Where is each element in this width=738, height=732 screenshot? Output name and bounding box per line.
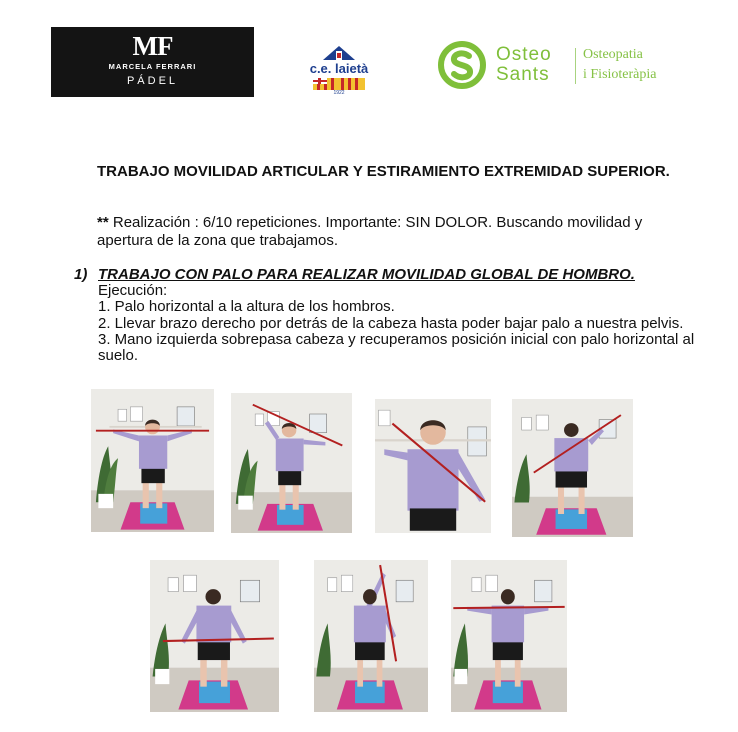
document-title: TRABAJO MOVILIDAD ARTICULAR Y ESTIRAMIENTO EXTREMIDAD SUPERIOR. [97,163,670,180]
ce-laieta-name: c.e. laietà [309,61,369,76]
logo-divider [575,48,576,84]
exercise-photo-3 [375,399,491,533]
steps-label: Ejecución: [98,282,168,299]
intro-paragraph [97,214,697,250]
intro-text: Realización : 6/10 repeticiones. Importante: SIN DOLOR. Buscando movilidad y apertura de la zona que trabajamos. [97,214,643,249]
step-item: 1. Palo horizontal a la altura de los hombros. [98,298,395,316]
exercise-photo-7 [451,560,567,712]
ce-laieta-logo [293,44,385,100]
osteo-sants-logo [438,40,688,92]
exercise-photo-5 [150,560,279,712]
step-item: 3. Mano izquierda sobrepasa cabeza y recuperamos posición inicial con palo horizontal al suelo. [98,330,695,365]
mf-sport: PÁDEL [126,75,179,87]
marcela-ferrari-logo [51,27,254,97]
step-item: 2. Llevar brazo derecho por detrás de la cabeza hasta poder bajar palo a nuestra pelvis. [98,314,684,332]
fisioterapia-label: i Fisioteràpia [583,67,657,82]
exercise-photo-1 [91,389,214,532]
ce-laieta-year: 1922 [333,90,345,96]
exercise-photo-2 [231,393,352,533]
sants-word: Sants [496,64,550,85]
osteopatia-label: Osteopatia [583,47,643,62]
steps-list [98,283,698,364]
mf-monogram: MF [132,31,173,61]
section-heading: TRABAJO CON PALO PARA REALIZAR MOVILIDAD GLOBAL DE HOMBRO. [98,266,635,283]
intro-prefix: ** [97,214,109,231]
exercise-photo-6 [314,560,428,712]
section-number: 1) [74,266,88,283]
osteo-s-mark-icon [438,40,488,90]
exercise-photo-4 [512,399,633,537]
mf-name: MARCELA FERRARI [108,62,197,71]
osteo-word: Osteo [496,44,552,65]
